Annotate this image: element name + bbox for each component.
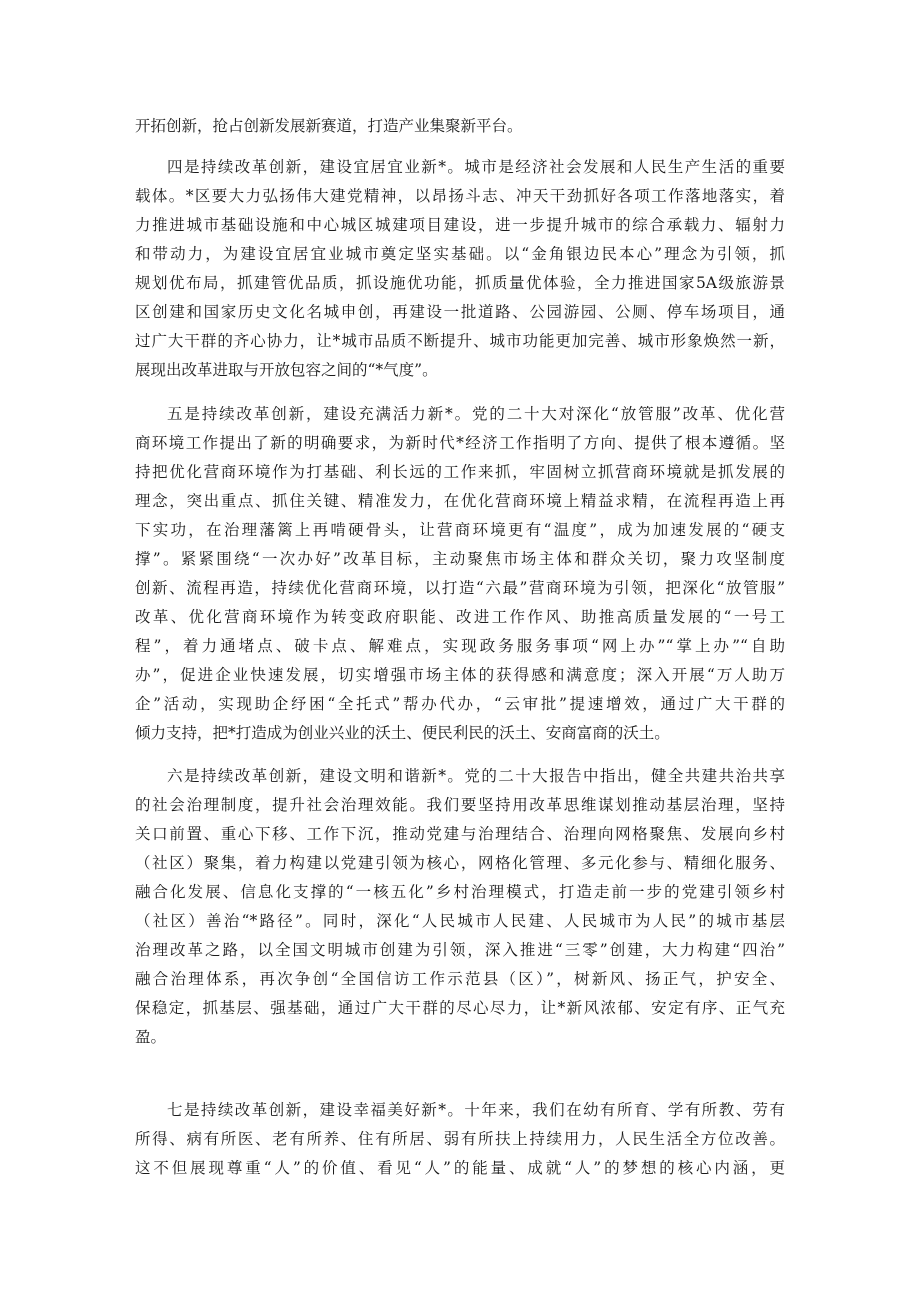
text-line: 四是持续改革创新，建设宜居宜业新*。城市是经济社会发展和人民生产生活的重要: [167, 158, 785, 176]
text-line: 倾力支持，把*打造成为创业兴业的沃土、便民利民的沃土、安商富商的沃土。: [135, 724, 670, 742]
text-line: 区创建和国家历史文化名城申创，再建设一批道路、公园游园、公厕、停车场项目，通: [135, 303, 785, 321]
text-line: 载体。*区要大力弘扬伟大建党精神，以昂扬斗志、冲天干劲抓好各项工作落地落实，着: [135, 187, 785, 205]
text-line: 保稳定，抓基层、强基础，通过广大干群的尽心尽力，让*新风浓郁、安定有序、正气充: [135, 999, 785, 1017]
text-line: 关口前置、重心下移、工作下沉，推动党建与治理结合、治理向网格聚焦、发展向乡村: [135, 825, 785, 843]
text-line: 六是持续改革创新，建设文明和谐新*。党的二十大报告中指出，健全共建共治共享: [167, 767, 785, 785]
paragraph-four: [135, 153, 785, 385]
text-line: 这不但展现尊重“人”的价值、看见“人”的能量、成就“人”的梦想的核心内涵，更: [135, 1159, 785, 1177]
text-line: 创新、流程再造，持续优化营商环境，以打造“六最”营商环境为引领，把深化“放管服”: [135, 579, 785, 597]
text-line: 改革、优化营商环境作为转变政府职能、改进工作作风、助推高质量发展的“一号工: [135, 608, 785, 626]
paragraph-seven: [135, 1096, 785, 1183]
paragraph-five: [135, 400, 785, 748]
text-line: 融合化发展、信息化支撑的“一核五化”乡村治理模式，打造走前一步的党建引领乡村: [135, 883, 785, 901]
text-line: 规划优布局，抓建管优品质，抓设施优功能，抓质量优体验，全力推进国家5A级旅游景: [135, 274, 785, 292]
text-line: 的社会治理制度，提升社会治理效能。我们要坚持用改革思维谋划推动基层治理，坚持: [135, 796, 785, 814]
text-line: 商环境工作提出了新的明确要求，为新时代*经济工作指明了方向、提供了根本遵循。坚: [135, 434, 785, 452]
text-line: 所得、病有所医、老有所养、住有所居、弱有所扶上持续用力，人民生活全方位改善。: [135, 1130, 785, 1148]
text-line: 理念，突出重点、抓住关键、精准发力，在优化营商环境上精益求精，在流程再造上再: [135, 492, 785, 510]
text-line: 企”活动，实现助企纾困“全托式”帮办代办，“云审批”提速增效，通过广大干群的: [135, 695, 785, 713]
text-line: 五是持续改革创新，建设充满活力新*。党的二十大对深化“放管服”改革、优化营: [167, 405, 785, 423]
text-line: 七是持续改革创新，建设幸福美好新*。十年来，我们在幼有所育、学有所教、劳有: [167, 1101, 785, 1119]
text-line: 办”，促进企业快速发展，切实增强市场主体的获得感和满意度；深入开展“万人助万: [135, 666, 785, 684]
text-line: （社区）聚集，着力构建以党建引领为核心，网格化管理、多元化参与、精细化服务、: [135, 854, 785, 872]
text-line: （社区）善治“*路径”。同时，深化“人民城市人民建、人民城市为人民”的城市基层: [135, 912, 785, 930]
text-line: 撑”。紧紧围绕“一次办好”改革目标，主动聚焦市场主体和群众关切，聚力攻坚制度: [135, 550, 785, 568]
text-line: 盈。: [135, 1028, 167, 1046]
text-line: 融合治理体系，再次争创“全国信访工作示范县（区）”，树新风、扬正气，护安全、: [135, 970, 785, 988]
paragraph-continuation: [135, 112, 785, 141]
text-line: 过广大干群的齐心协力，让*城市品质不断提升、城市功能更加完善、城市形象焕然一新，: [135, 332, 785, 350]
text-line: 下实功，在治理藩篱上再啃硬骨头，让营商环境更有“温度”，成为加速发展的“硬支: [135, 521, 785, 539]
text-line: 持把优化营商环境作为打基础、利长远的工作来抓，牢固树立抓营商环境就是抓发展的: [135, 463, 785, 481]
text-line: 力推进城市基础设施和中心城区城建项目建设，进一步提升城市的综合承载力、辐射力: [135, 216, 785, 234]
text-line: 程”，着力通堵点、破卡点、解难点，实现政务服务事项“网上办”“掌上办”“自助: [135, 637, 785, 655]
text-line: 展现出改革进取与开放包容之间的“*气度”。: [135, 361, 438, 379]
text-line: 和带动力，为建设宜居宜业城市奠定坚实基础。以“金角银边民本心”理念为引领，抓: [135, 245, 785, 263]
text-line: 开拓创新，抢占创新发展新赛道，打造产业集聚新平台。: [135, 117, 523, 135]
paragraph-six: [135, 762, 785, 1052]
text-line: 治理改革之路，以全国文明城市创建为引领，深入推进“三零”创建，大力构建“四治”: [135, 941, 785, 959]
